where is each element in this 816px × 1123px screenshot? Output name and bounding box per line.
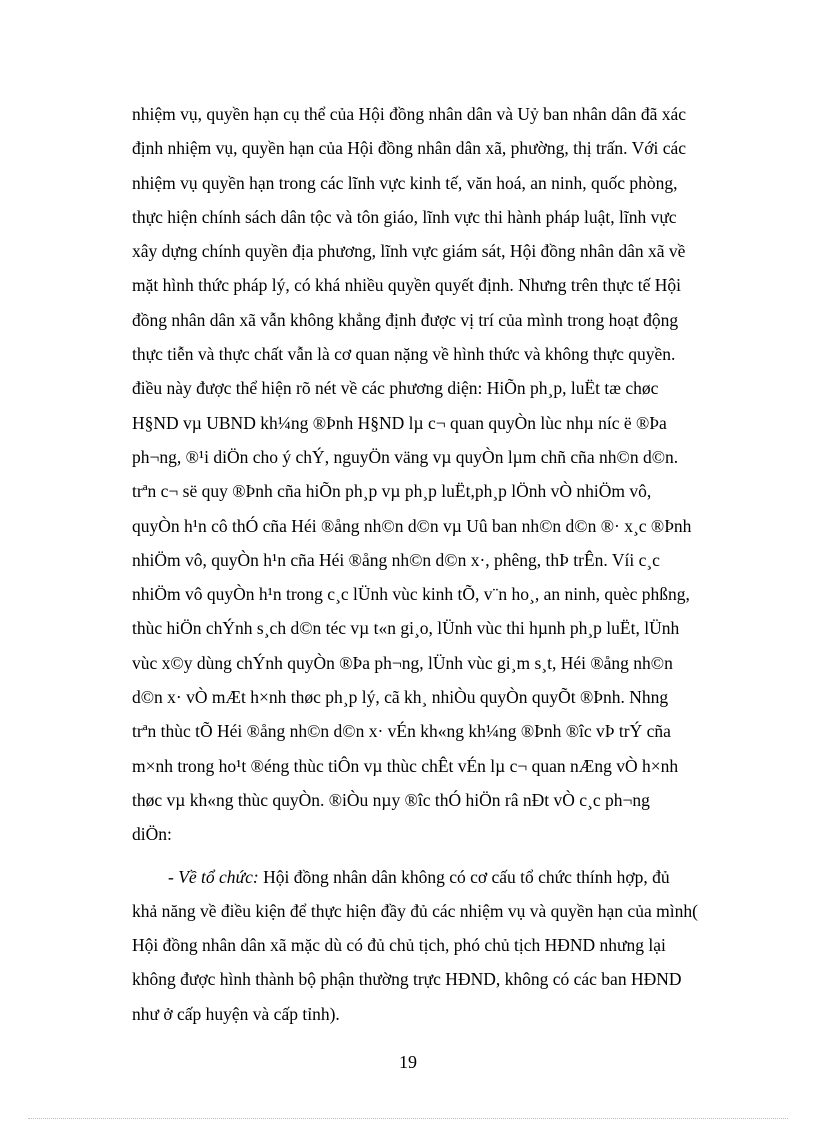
text-line-content: trªn c¬ së quy ®Þnh cña hiÕn ph¸p vµ ph¸p luËt,ph¸p lÖnh vÒ nhiÖm vô, — [132, 481, 652, 502]
text-line — [132, 337, 744, 371]
text-line-content: m×nh trong ho¹t ®éng thùc tiÔn vµ thùc chÊt vÉn lµ c¬ quan nÆng vÒ h×nh — [132, 755, 679, 776]
text-line-content: diÖn: — [132, 824, 172, 845]
text-line-content: thùc hiÖn chÝnh s¸ch d©n téc vµ t«n gi¸o, lÜnh vùc thi hµnh ph¸p luËt, lÜnh — [132, 618, 680, 639]
text-line-content: điều này được thể hiện rõ nét về các phương diện: HiÕn ph¸p, luËt tæ chøc — [132, 378, 659, 399]
text-line — [132, 200, 744, 234]
text-line-content: không được hình thành bộ phận thường trực HĐND, không có các ban HĐND — [132, 969, 682, 990]
text-line — [132, 783, 744, 817]
text-line — [132, 646, 744, 680]
text-line — [132, 234, 744, 268]
text-line-content: nhiÖm vô quyÒn h¹n trong c¸c lÜnh vùc kinh tÕ, v¨n ho¸, an ninh, quèc phßng, — [132, 584, 690, 605]
text-line-content: trªn thùc tÕ Héi ®ång nh©n d©n x· vÉn kh«ng kh¼ng ®Þnh ®îc vÞ trÝ cña — [132, 721, 671, 742]
text-line-content: thực tiễn và thực chất vẫn là cơ quan nặng về hình thức và không thực quyền. — [132, 344, 676, 365]
text-line — [132, 509, 744, 543]
text-line — [132, 543, 744, 577]
paragraph-first-line-text: Hội đồng nhân dân không có cơ cấu tổ chức thính hợp, đủ — [258, 866, 670, 887]
text-line — [132, 440, 744, 474]
text-line-content: khả năng về điều kiện để thực hiện đầy đủ các nhiệm vụ và quyền hạn của mình( — [132, 900, 698, 921]
section-paragraph — [132, 860, 744, 1031]
document-body — [132, 97, 744, 1031]
text-line-content: ph¬ng, ®¹i diÖn cho ý chÝ, nguyÖn väng vµ quyÒn lµm chñ cña nh©n d©n. — [132, 446, 679, 467]
paragraph-first-line — [132, 860, 744, 894]
text-line-content: quyÒn h¹n cô thÓ cña Héi ®ång nh©n d©n vµ Uû ban nh©n d©n ®· x¸c ®Þnh — [132, 515, 692, 536]
page-number: 19 — [399, 1052, 417, 1072]
text-line-content: thøc vµ kh«ng thùc quyÒn. ®iÒu nµy ®îc thÓ hiÖn râ nÐt vÒ c¸c ph¬ng — [132, 789, 650, 810]
section-label: - Về tổ chức: — [168, 866, 259, 887]
text-line — [132, 97, 744, 131]
text-line — [132, 817, 744, 851]
text-line — [132, 131, 744, 165]
text-line-content: như ở cấp huyện và cấp tỉnh). — [132, 1003, 340, 1024]
paragraph-gap — [132, 852, 744, 860]
text-line-content: H§ND vµ UBND kh¼ng ®Þnh H§ND lµ c¬ quan quyÒn lùc nhµ níc ë ®Þa — [132, 412, 667, 433]
text-line — [132, 371, 744, 405]
text-line-content: vùc x©y dùng chÝnh quyÒn ®Þa ph¬ng, lÜnh vùc gi¸m s¸t, Héi ®ång nh©n — [132, 652, 673, 673]
text-line-content: Hội đồng nhân dân xã mặc dù có đủ chủ tịch, phó chủ tịch HĐND nhưng lại — [132, 935, 666, 956]
text-line — [132, 680, 744, 714]
text-line — [132, 577, 744, 611]
text-line — [132, 406, 744, 440]
text-line — [132, 997, 744, 1031]
text-line — [132, 166, 744, 200]
text-line-content: nhiÖm vô, quyÒn h¹n cña Héi ®ång nh©n d©n x·, phêng, thÞ trÊn. Víi c¸c — [132, 549, 660, 570]
text-line-content: d©n x· vÒ mÆt h×nh thøc ph¸p lý, cã kh¸ nhiÒu quyÒn quyÕt ®Þnh. Nhng — [132, 687, 669, 708]
text-line — [132, 268, 744, 302]
text-line — [132, 962, 744, 996]
body-text — [132, 97, 744, 852]
text-line — [132, 928, 744, 962]
text-line-content: nhiệm vụ quyền hạn trong các lĩnh vực kinh tế, văn hoá, an ninh, quốc phòng, — [132, 172, 678, 193]
text-line — [132, 894, 744, 928]
text-line-content: đồng nhân dân xã vẫn không khẳng định được vị trí của mình trong hoạt động — [132, 309, 679, 330]
text-line-content: định nhiệm vụ, quyền hạn của Hội đồng nhân dân xã, phường, thị trấn. Với các — [132, 138, 687, 159]
text-line — [132, 303, 744, 337]
text-line-content: thực hiện chính sách dân tộc và tôn giáo, lĩnh vực thi hành pháp luật, lĩnh vực — [132, 206, 677, 227]
text-line-content: xây dựng chính quyền địa phương, lĩnh vực giám sát, Hội đồng nhân dân xã về — [132, 241, 686, 262]
text-line — [132, 611, 744, 645]
text-line — [132, 749, 744, 783]
text-line-content: nhiệm vụ, quyền hạn cụ thể của Hội đồng nhân dân và Uỷ ban nhân dân đã xác — [132, 104, 687, 124]
text-line — [132, 474, 744, 508]
text-line — [132, 714, 744, 748]
page-bottom-dotted-border — [28, 1118, 788, 1119]
text-line-content: mặt hình thức pháp lý, có khá nhiều quyền quyết định. Nhưng trên thực tế Hội — [132, 275, 681, 296]
